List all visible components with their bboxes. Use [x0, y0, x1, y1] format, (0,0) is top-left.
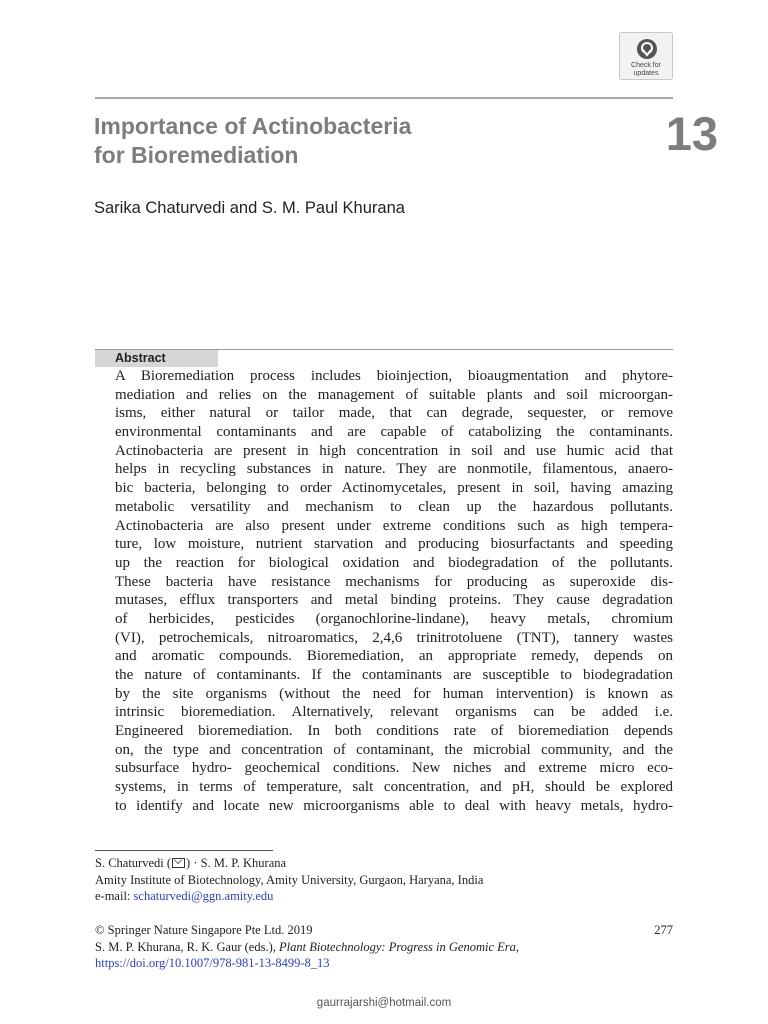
- abstract-line: mutases, efflux transporters and metal binding proteins. They cause degradation: [115, 592, 673, 609]
- copyright-block: [95, 922, 655, 972]
- abstract-line: by the site organisms (without the need for human intervention) is known as: [115, 685, 673, 702]
- footnote: [95, 855, 655, 905]
- abstract-line: isms, either natural or tailor made, that can degrade, sequester, or remove: [115, 405, 673, 422]
- abstract-heading-tab: [95, 350, 218, 367]
- footnote-author-b: ) · S. M. P. Khurana: [186, 856, 287, 870]
- badge-line-1: Check for: [631, 62, 661, 69]
- footnote-email-line: [95, 888, 655, 905]
- abstract-line: bic bacteria, belonging to order Actinomycetales, present in soil, having amazing: [115, 480, 673, 497]
- abstract-line: (VI), petrochemicals, nitroaromatics, 2,4,6 trinitrotoluene (TNT), tannery wastes: [115, 629, 673, 646]
- abstract-line: Engineered bioremediation. In both conditions rate of bioremediation depends: [115, 723, 673, 740]
- abstract-line: helps in recycling substances in nature. They are nonmotile, filamentous, anaero-: [115, 461, 673, 478]
- check-for-updates-badge[interactable]: [619, 32, 673, 80]
- abstract-line: Actinobacteria are present in high concentration in soil and use humic acid that: [115, 442, 673, 459]
- copyright-line: © Springer Nature Singapore Pte Ltd. 2019: [95, 923, 313, 937]
- abstract-line: to identify and locate new microorganisms able to deal with heavy metals, hydro-: [115, 797, 673, 814]
- abstract-line: Actinobacteria are also present under extreme conditions such as high tempera-: [115, 517, 673, 534]
- citation-line: [95, 939, 655, 956]
- header-rule: [95, 97, 673, 99]
- book-title: Plant Biotechnology: Progress in Genomic Era: [279, 939, 516, 954]
- doi-link[interactable]: https://doi.org/10.1007/978-981-13-8499-8_13: [95, 956, 330, 970]
- badge-text: [620, 62, 672, 77]
- chapter-title-line-2: for Bioremediation: [94, 142, 299, 168]
- chapter-authors: Sarika Chaturvedi and S. M. Paul Khurana: [94, 199, 405, 217]
- abstract-line: These bacteria have resistance mechanisms for producing as superoxide dis-: [115, 573, 673, 590]
- chapter-title-line-1: Importance of Actinobacteria: [94, 113, 412, 139]
- abstract-line: mediation and relies on the management of suitable plants and soil microorgan-: [115, 386, 673, 403]
- email-label: e-mail:: [95, 889, 134, 903]
- footnote-authors: [95, 855, 655, 872]
- envelope-icon: [172, 858, 185, 868]
- abstract-line: intrinsic bioremediation. Alternatively, relevant organisms can be added i.e.: [115, 704, 673, 721]
- abstract-line: environmental contaminants and are capable of catabolizing the contaminants.: [115, 424, 673, 441]
- abstract-line: the nature of contaminants. If the contaminants are susceptible to biodegradation: [115, 667, 673, 683]
- check-for-updates-icon: [635, 37, 659, 61]
- chapter-title: [94, 112, 554, 170]
- abstract-line: and aromatic compounds. Bioremediation, an appropriate remedy, depends on: [115, 648, 673, 665]
- watermark: gaurrajarshi@hotmail.com: [316, 997, 452, 1009]
- abstract-line: metabolic versatility and mechanism to clean up the hazardous pollutants.: [115, 498, 673, 515]
- citation-comma: ,: [515, 939, 520, 954]
- abstract-body: [115, 367, 673, 816]
- abstract-line: ture, low moisture, nutrient starvation and producing biosurfactants and speeding: [115, 536, 673, 553]
- citation-editors: S. M. P. Khurana, R. K. Gaur (eds.),: [95, 939, 280, 954]
- page-number: 277: [654, 923, 673, 937]
- abstract-line: up the reaction for biological oxidation and biodegradation of the pollutants.: [115, 554, 673, 571]
- email-link[interactable]: schaturvedi@ggn.amity.edu: [133, 889, 274, 903]
- footnote-affiliation: Amity Institute of Biotechnology, Amity University, Gurgaon, Haryana, India: [95, 872, 484, 887]
- abstract-line: of herbicides, pesticides (organochlorine-lindane), heavy metals, chromium: [115, 610, 673, 627]
- footnote-rule: [95, 850, 273, 851]
- abstract-heading: Abstract: [115, 351, 166, 365]
- chapter-number: 13: [665, 107, 718, 160]
- footnote-author-a: S. Chaturvedi (: [95, 856, 172, 870]
- abstract-line: A Bioremediation process includes bioinjection, bioaugmentation and phytore-: [115, 368, 673, 384]
- abstract-line: on, the type and concentration of contaminant, the microbial community, and the: [115, 741, 673, 758]
- badge-line-2: updates: [633, 69, 659, 77]
- abstract-line: systems, in terms of temperature, salt concentration, and pH, should be explored: [115, 779, 673, 796]
- abstract-line: subsurface hydro- geochemical conditions. New niches and extreme micro eco-: [115, 760, 673, 777]
